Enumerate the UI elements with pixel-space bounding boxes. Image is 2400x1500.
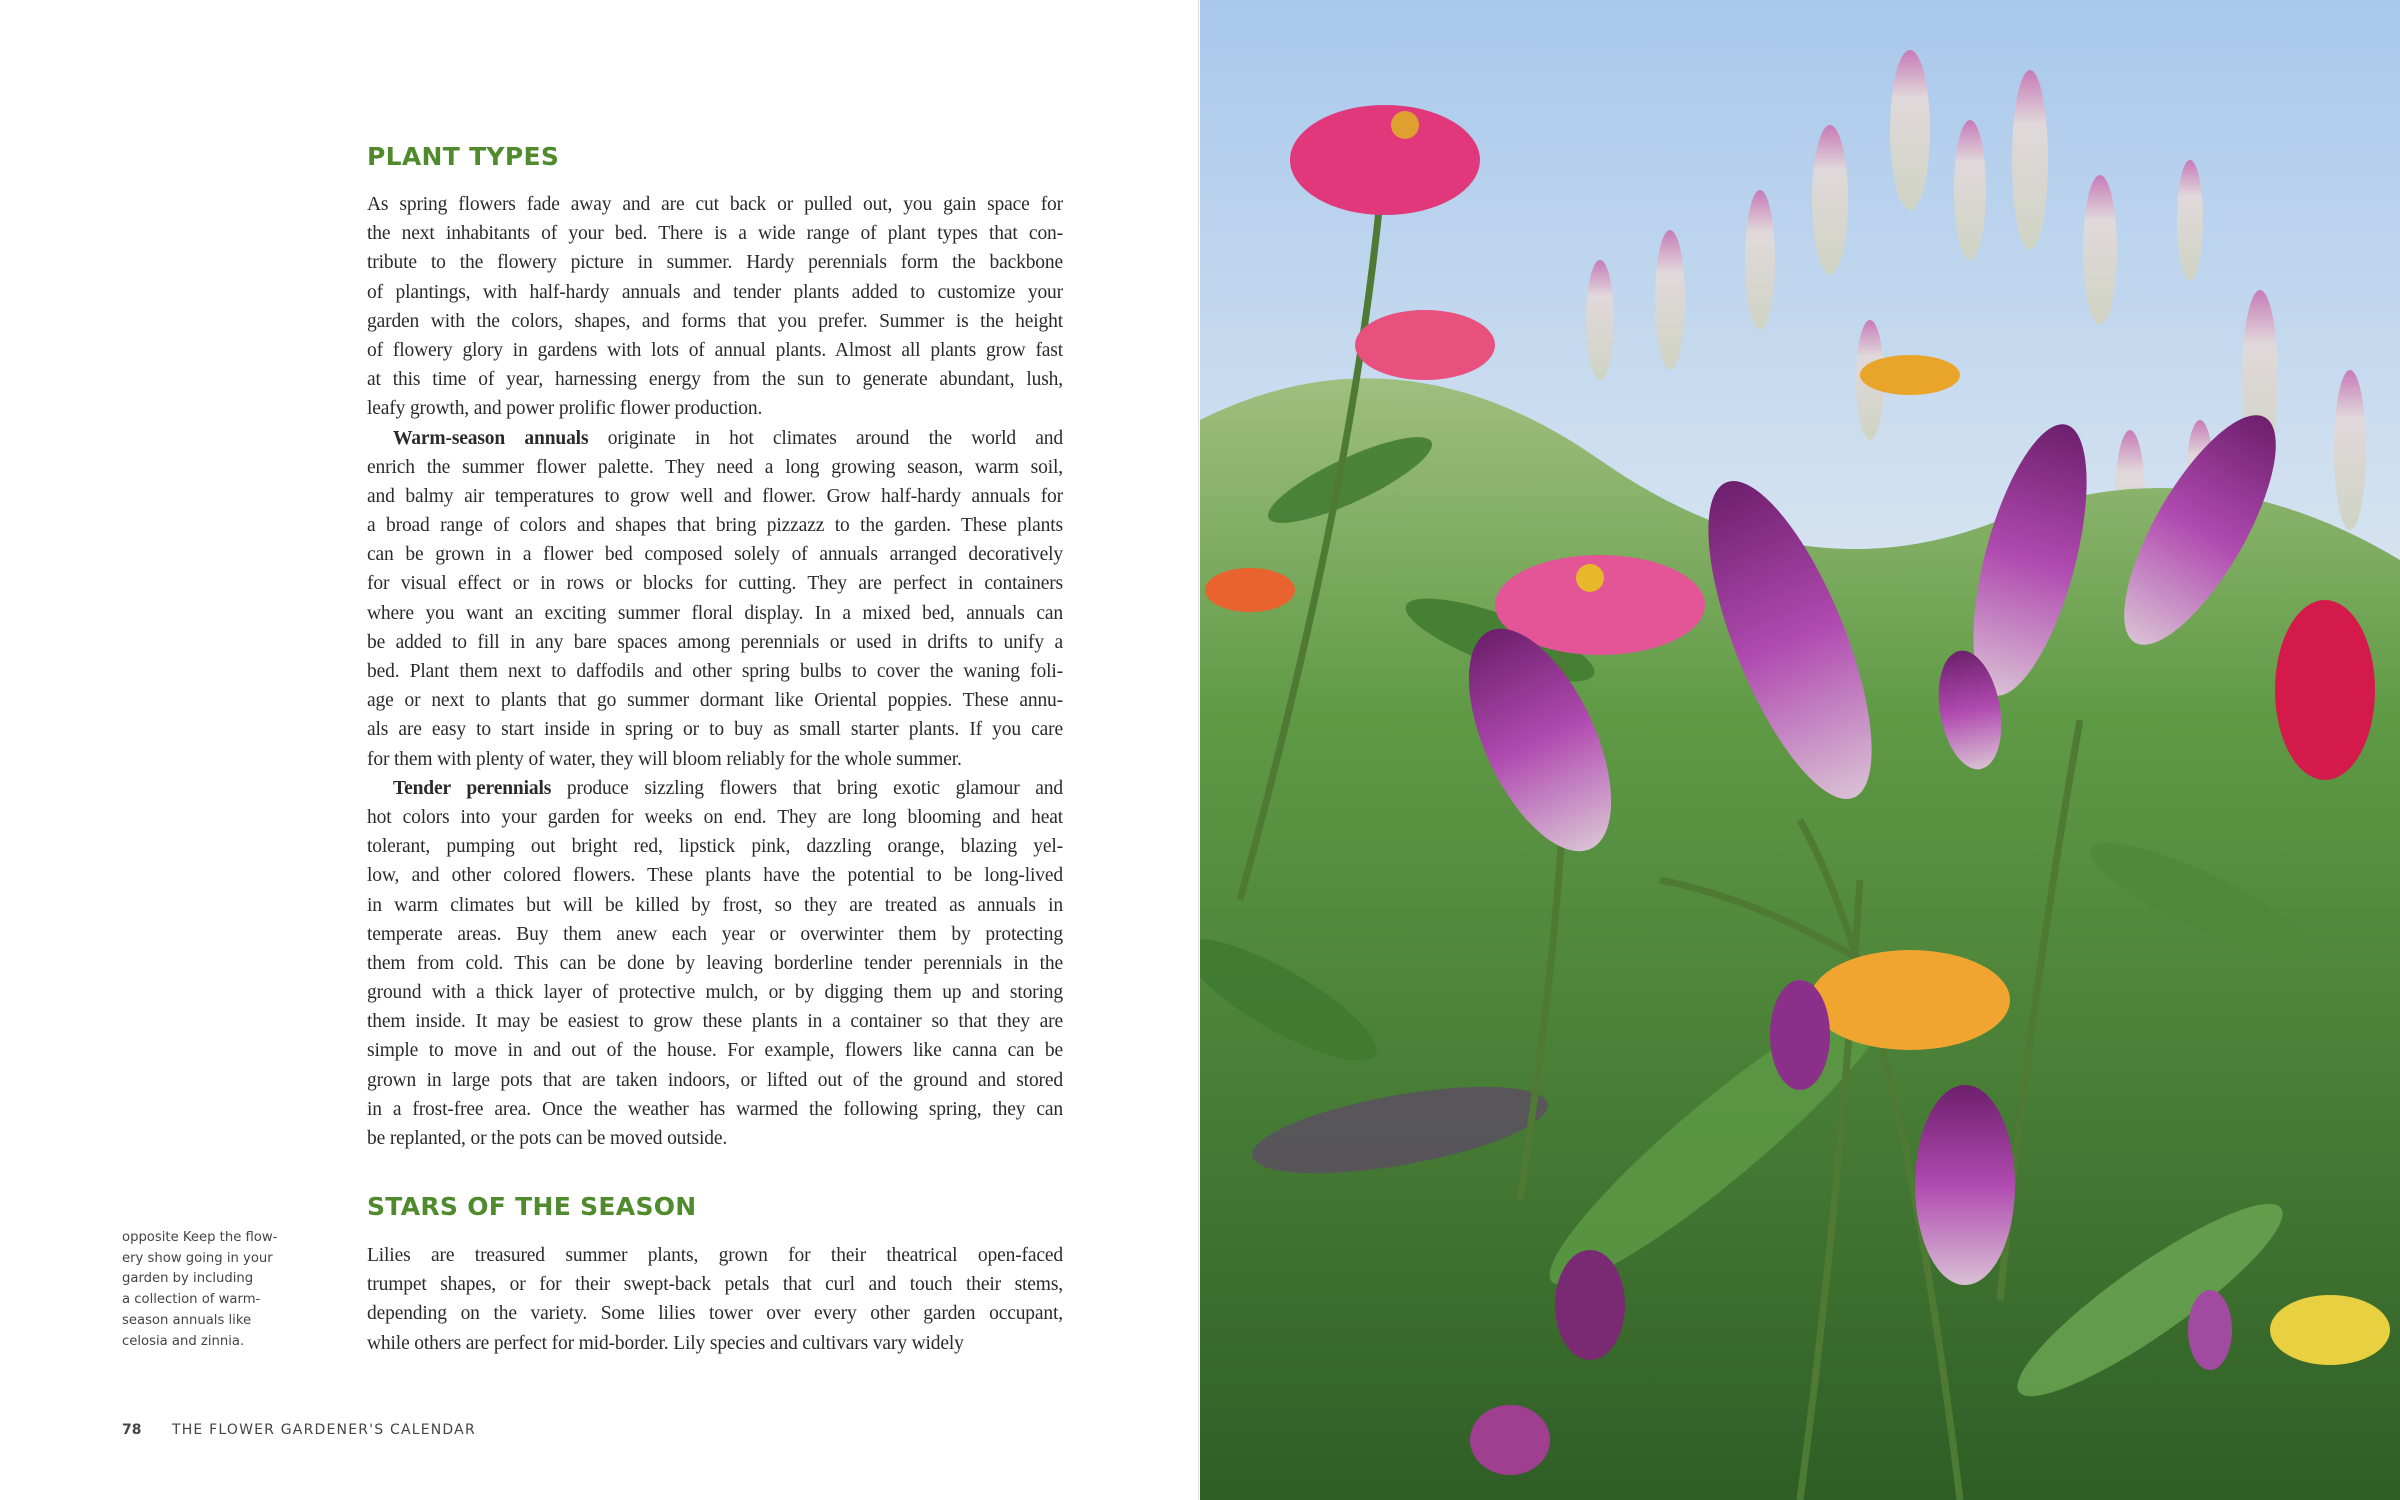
page-number: 78 (122, 1422, 142, 1438)
text-line: be added to fill in any bare spaces among perennials or used in drifts to unify a (367, 631, 1063, 653)
text-line: and balmy air temperatures to grow well and flower. Grow half-hardy annuals for (367, 485, 1063, 507)
text-line: them from cold. This can be done by leaving borderline tender perennials in the (367, 952, 1063, 974)
text-line: while others are perfect for mid-border. Lily species and cultivars vary widely (367, 1332, 964, 1354)
text-line: leafy growth, and power prolific flower production. (367, 398, 763, 420)
text-line: them inside. It may be easiest to grow these plants in a container so that they are (367, 1011, 1063, 1033)
photo-caption (122, 1228, 312, 1352)
text-line: Tender perennials produce sizzling flowers that bring exotic glamour and (393, 777, 1064, 799)
stars-body (367, 1241, 1063, 1358)
text-line: of plantings, with half-hardy annuals and tender plants added to customize your (367, 281, 1063, 303)
text-line: As spring flowers fade away and are cut back or pulled out, you gain space for (367, 194, 1063, 215)
text-line: be replanted, or the pots can be moved outside. (367, 1128, 728, 1149)
text-line: Lilies are treasured summer plants, grown for their theatrical open-faced (367, 1245, 1063, 1266)
text-line: where you want an exciting summer floral display. In a mixed bed, annuals can (367, 602, 1063, 624)
caption-line: garden by including (122, 1271, 254, 1287)
run-in-heading: Warm-season annuals (393, 427, 589, 449)
text-line: trumpet shapes, or for their swept-back petals that curl and touch their stems, (367, 1274, 1063, 1296)
text-line: a broad range of colors and shapes that bring pizzazz to the garden. These plants (367, 515, 1063, 537)
text-line: tribute to the flowery picture in summer. Hardy perennials form the backbone (367, 252, 1063, 274)
caption-line: a collection of warm- (122, 1292, 261, 1308)
text-line: at this time of year, harnessing energy from the sun to generate abundant, lush, (367, 369, 1063, 391)
left-page (0, 0, 1199, 1500)
paragraph-intro (367, 190, 1063, 424)
text-line: temperate areas. Buy them anew each year or overwinter them by protecting (367, 923, 1063, 945)
caption-line: ery show going in your (122, 1250, 273, 1266)
text-line: grown in large pots that are taken indoors, or lifted out of the ground and stored (367, 1069, 1063, 1091)
run-in-heading: Tender perennials (393, 777, 552, 799)
heading-stars-of-the-season: STARS OF THE SEASON (367, 1192, 697, 1221)
text-line: depending on the variety. Some lilies tower over every other garden occupant, (367, 1303, 1063, 1325)
text-line: bed. Plant them next to daffodils and other spring bulbs to cover the waning foli- (367, 661, 1063, 682)
caption-line: celosia and zinnia. (122, 1333, 245, 1349)
text-line: the next inhabitants of your bed. There is a wide range of plant types that con- (367, 223, 1063, 245)
caption-line: season annuals like (122, 1312, 252, 1328)
text-line: low, and other colored flowers. These plants have the potential to be long-lived (367, 865, 1063, 887)
text-line: simple to move in and out of the house. For example, flowers like canna can be (367, 1040, 1063, 1062)
plant-types-body (367, 190, 1063, 1153)
text-line: in warm climates but will be killed by frost, so they are treated as annuals in (367, 894, 1063, 916)
text-line: for them with plenty of water, they will bloom reliably for the whole summer. (367, 748, 962, 770)
text-line: Warm-season annuals originate in hot climates around the world and (393, 427, 1064, 449)
page-footer (122, 1422, 476, 1438)
running-title: THE FLOWER GARDENER'S CALENDAR (171, 1422, 476, 1438)
paragraph-tender-perennials (367, 774, 1063, 1153)
text-line: of flowery glory in gardens with lots of annual plants. Almost all plants grow fast (367, 339, 1063, 361)
text-line: in a frost-free area. Once the weather has warmed the following spring, they can (367, 1098, 1063, 1120)
text-line: can be grown in a flower bed composed solely of annuals arranged decoratively (367, 544, 1063, 566)
paragraph-warm-season-annuals (367, 424, 1063, 774)
text-line: enrich the summer flower palette. They need a long growing season, warm soil, (367, 456, 1063, 478)
paragraph-lilies (367, 1241, 1063, 1358)
text-line: ground with a thick layer of protective mulch, or by digging them up and storing (367, 982, 1063, 1004)
caption-line: opposite Keep the flow- (122, 1230, 278, 1245)
text-line: als are easy to start inside in spring or to buy as small starter plants. If you care (367, 719, 1063, 741)
text-line: garden with the colors, shapes, and forms that you prefer. Summer is the height (367, 310, 1063, 332)
heading-plant-types: PLANT TYPES (367, 142, 560, 171)
text-line: for visual effect or in rows or blocks for cutting. They are perfect in containers (367, 573, 1063, 595)
text-line: tolerant, pumping out bright red, lipstick pink, dazzling orange, blazing yel- (367, 836, 1063, 858)
text-line: age or next to plants that go summer dormant like Oriental poppies. These annu- (367, 690, 1063, 712)
garden-photo (1200, 0, 2400, 1500)
text-line: hot colors into your garden for weeks on end. They are long blooming and heat (367, 806, 1063, 828)
